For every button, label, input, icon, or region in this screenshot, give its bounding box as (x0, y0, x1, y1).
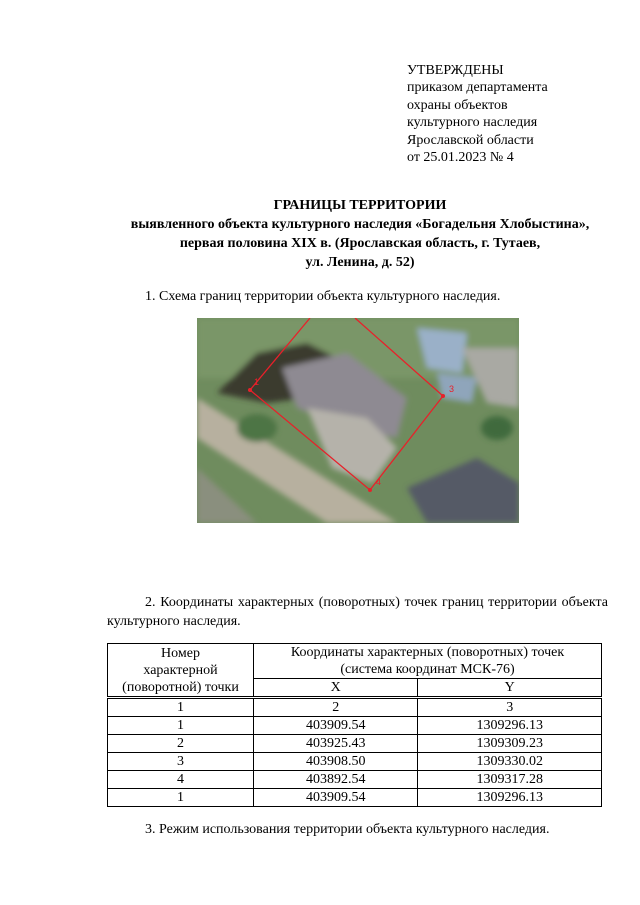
header-text: Координаты характерных (поворотных) точек (290, 645, 565, 660)
point-number: 2 (108, 735, 254, 753)
y-value: 1309317.28 (418, 771, 602, 789)
column-number: 2 (254, 698, 418, 717)
document-title (100, 196, 620, 272)
title-line: первая половина XIX в. (Ярославская область, г. Тутаев, (179, 236, 541, 251)
point-label: 1 (254, 377, 260, 387)
approval-line: приказом департамента (407, 80, 548, 96)
y-value: 1309296.13 (418, 717, 602, 735)
coordinates-table (107, 643, 602, 807)
point-number: 1 (108, 717, 254, 735)
header-point-number (108, 644, 254, 698)
header-coordinates (254, 644, 602, 679)
y-value: 1309296.13 (418, 789, 602, 807)
point-label: 4 (376, 477, 382, 487)
table-row (108, 789, 602, 807)
approval-line: УТВЕРЖДЕНЫ (407, 63, 504, 78)
section-3-heading: 3. Режим использования территории объекта культурного наследия. (145, 822, 550, 837)
x-value: 403909.54 (254, 789, 418, 807)
header-text: (система координат МСК-76) (340, 662, 515, 677)
section-1-heading: 1. Схема границ территории объекта культурного наследия. (145, 289, 501, 304)
title-line: ул. Ленина, д. 52) (305, 255, 415, 270)
approval-line: Ярославской области (407, 132, 534, 148)
header-text: (поворотной) точки (122, 679, 239, 695)
header-y: Y (418, 679, 602, 698)
point-number: 3 (108, 753, 254, 771)
x-value: 403909.54 (254, 717, 418, 735)
column-number: 1 (108, 698, 254, 717)
x-value: 403908.50 (254, 753, 418, 771)
title-line: ГРАНИЦЫ ТЕРРИТОРИИ (273, 198, 447, 213)
table-row (108, 771, 602, 789)
table-row (108, 735, 602, 753)
header-x: X (254, 679, 418, 698)
boundary-scheme-map (197, 318, 519, 523)
header-text: Номер (161, 645, 200, 661)
approval-line: охраны объектов (407, 97, 508, 113)
point-number: 4 (108, 771, 254, 789)
approval-block (407, 62, 548, 166)
point-label: 3 (449, 384, 455, 394)
section-2-heading: 2. Координаты характерных (поворотных) точек границ территории объекта культурного наследия. (107, 595, 608, 629)
column-number-row (108, 698, 602, 717)
point-number: 1 (108, 789, 254, 807)
title-line: выявленного объекта культурного наследия «Богадельня Хлобыстина», (130, 217, 590, 232)
x-value: 403892.54 (254, 771, 418, 789)
table-row (108, 753, 602, 771)
column-number: 3 (418, 698, 602, 717)
x-value: 403925.43 (254, 735, 418, 753)
y-value: 1309309.23 (418, 735, 602, 753)
header-text: характерной (143, 662, 218, 678)
y-value: 1309330.02 (418, 753, 602, 771)
approval-line: культурного наследия (407, 115, 538, 131)
approval-line: от 25.01.2023 № 4 (407, 150, 514, 166)
table-row (108, 717, 602, 735)
